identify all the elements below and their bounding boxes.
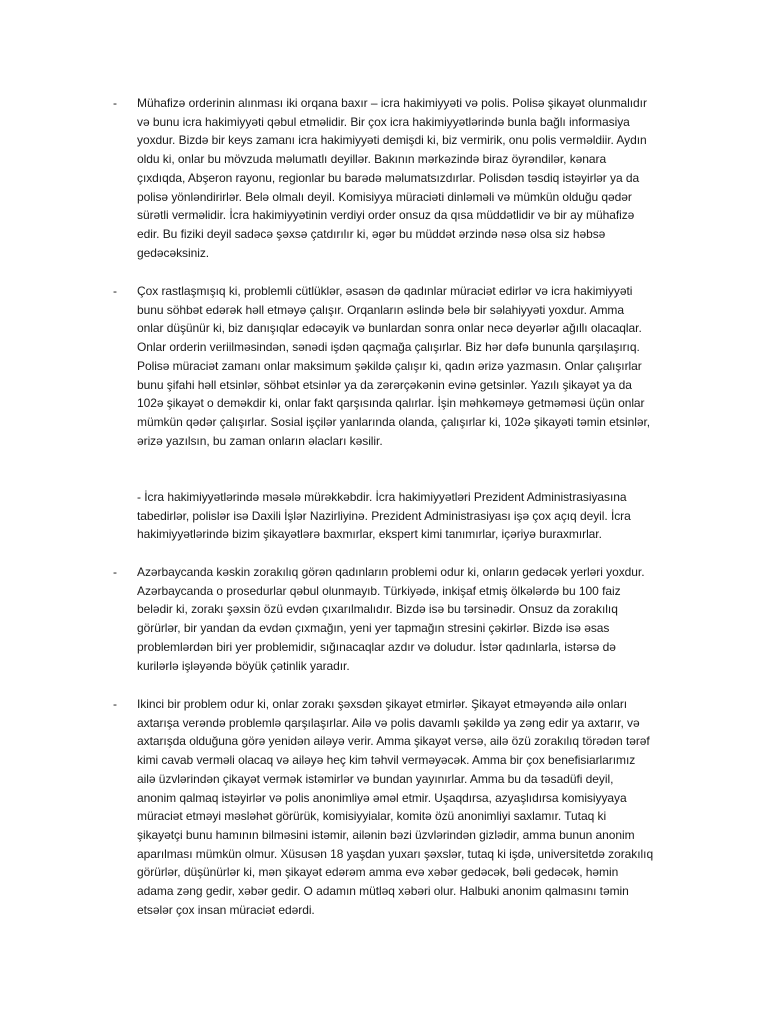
paragraph-2 <box>113 282 683 450</box>
text-line: oldu ki, onlar bu mövzuda məlumatlı deyillər. Bakının mərkəzində biraz öyrəndilər, kənara <box>137 152 607 167</box>
text-line: onlar düşünür ki, biz danışıqlar edəcəyik və bunlardan sonra onlar necə deyərlər ağıllı olacaqlar. <box>137 321 642 336</box>
text-line: 102ə şikayət o deməkdir ki, onlar fakt qarşısında qalırlar. İşin məhkəməyə getməməsi üçün onlar <box>137 396 645 411</box>
text-line: Mühafizə orderinin alınması iki orqana baxır – icra hakimiyyəti və polis. Polisə şikayət olunmalıdır <box>137 96 647 110</box>
text-line: problemlərdən biri yer problemidir, sığınacaqlar azdır və doludur. İstər qadınlarla, istərsə də <box>137 639 616 654</box>
text-line: bunu şifahi həll etsinlər, söhbət etsinlər ya da zərərçəkənin evinə getsinlər. Yazılı şikayət ya da <box>137 377 632 392</box>
text-line: - İcra hakimiyyətlərində məsələ mürəkkəbdir. İcra hakimiyyətləri Prezident Administrasiyasına <box>137 490 627 504</box>
text-line: Çox rastlaşmışıq ki, problemli cütlüklər, əsasən də qadınlar müraciət edirlər və icra hakimiyyəti <box>137 284 633 298</box>
text-line: polisə yönləndirirlər. Belə olmalı deyil. Komisiyya müraciəti dinləməli və mümkün olduğu qədər <box>137 189 632 204</box>
text-line: Ikinci bir problem odur ki, onlar zorakı şəxsdən şikayət etmirlər. Şikayət etməyəndə ailə onları <box>137 697 628 711</box>
paragraph-text <box>137 94 683 262</box>
text-line: tabedirlər, polislər isə Daxili İşlər Nazirliyinə. Prezident Administrasiyası işə çox açıq deyil. İcra <box>137 508 631 523</box>
list-bullet: - <box>113 565 117 579</box>
text-line: Onlar orderin veriilməsindən, sənədi işdən qaçmağa çalışırlar. Biz hər dəfə bununla qarşılaşırıq. <box>137 340 640 355</box>
list-bullet: - <box>113 284 117 298</box>
paragraph-text <box>137 695 683 919</box>
text-line: kurilərlə işləyəndə böyük çətinlik yaradır. <box>137 658 350 673</box>
text-line: və bunu icra hakimiyyəti qəbul etməlidir. Bir çox icra hakimiyyətlərində bunla bağlı informasiya <box>137 114 630 129</box>
text-line: müraciət etməyi məsləhət görürük, komisiyyialar, komitə özü anonimliyi saxlamır. Tutaq ki <box>137 809 607 824</box>
text-line: bunu söhbət edərək həll etməyə çalışır. Orqanların əslində belə bir səlahiyyəti yoxdur. Amma <box>137 302 625 317</box>
text-line: mümkün qədər çalışırlar. Sosial işçilər yanlarında olanda, çalışırlar ki, 102ə şikayəti təmin etsinlər, <box>137 414 651 429</box>
paragraph-3 <box>113 488 683 544</box>
text-line: Polisə müraciət zamanı onlar maksimum şəkildə çalışır ki, qadın ərizə yazmasın. Onlar çalışırlar <box>137 358 642 373</box>
text-line: hakimiyyətlərində bizim şikayətlərə baxmırlar, ekspert kimi tanımırlar, içəriyə buraxmırlar. <box>137 527 602 542</box>
text-line: ərizə yazılsın, bu zaman onların əlacları kəsilir. <box>137 433 383 448</box>
text-line: aparılması mümkün olmur. Xüsusən 18 yaşdan yuxarı şəxslər, tutaq ki işdə, universitetdə zorakılıq <box>137 846 654 861</box>
list-bullet: - <box>113 96 117 110</box>
text-line: belədir ki, zorakı şəxsin özü evdən çıxarılmalıdır. Bizdə isə bu tərsinədir. Onsuz da zorakılıq <box>137 602 618 617</box>
paragraph-text <box>137 488 683 544</box>
text-line: kimi cavab verməli olacaq və ailəyə heç kim təhvil verməyəcək. Amma bir çox benefisiarlarımız <box>137 753 636 768</box>
text-line: sürətli verməlidir. İcra hakimiyyətinin verdiyi order onsuz da qısa müddətlidir və bir ay mühafizə <box>137 208 635 223</box>
text-line: edir. Bu fiziki deyil sadəcə şəxsə çatdırılır ki, əgər bu müddət ərzində nəsə olsa siz həbsə <box>137 226 606 241</box>
text-line: yoxdur. Bizdə bir keys zamanı icra hakimiyyəti demişdi ki, biz vermirik, onu polis verməldiir. Aydın <box>137 133 647 148</box>
paragraph-4 <box>113 563 683 675</box>
paragraph-1 <box>113 94 683 262</box>
paragraph-text <box>137 282 683 450</box>
list-bullet: - <box>113 697 117 711</box>
text-line: anonim qalmaq istəyirlər və polis anonimliyə əməl etmir. Uşaqdırsa, azyaşlıdırsa komisiyyaya <box>137 790 627 805</box>
text-line: axtarışa verəndə problemlə qarşılaşırlar. Ailə və polis davamlı şəkildə ya zəng edir ya axtarır, və <box>137 715 640 730</box>
text-line: görürlər, bir yandan da evdən çıxmağın, yeni yer tapmağın stresini çəkirlər. Bizdə isə əsas <box>137 621 610 636</box>
paragraph-5 <box>113 695 683 919</box>
text-line: ailə üzvlərindən çikayət vermək istəmirlər və bundan yayınırlar. Amma bu da təsadüfi deyil, <box>137 771 614 786</box>
text-line: şikayətçi bunu hamının bilməsini istəmir, ailənin bəzi üzvlərindən gizlədir, amma bunun anonim <box>137 827 635 842</box>
text-line: Azərbaycanda o prosedurlar qəbul olunmayıb. Türkiyədə, inkişaf etmiş ölkələrdə bu 100 faiz <box>137 583 621 598</box>
text-line: axtarışda olduğuna görə yenidən ailəyə verir. Amma şikayət versə, ailə özü zorakılıq törədən tərəf <box>137 734 650 749</box>
text-line: görürlər, düşünürlər ki, mən şikayət edərəm amma evə xəbər gedəcək, bəli gedəcək, həmin <box>137 865 619 880</box>
paragraph-text <box>137 563 683 675</box>
text-line: Azərbaycanda kəskin zorakılıq görən qadınların problemi odur ki, onların gedəcək yerləri yoxdur. <box>137 565 645 579</box>
text-line: gedəcəksiniz. <box>137 245 210 260</box>
text-line: çıxdıqda, Abşeron rayonu, regionlar bu barədə məlumatsızdırlar. Polisdən təsdiq istəyirlər ya da <box>137 170 640 185</box>
text-line: etsələr çox insan müraciət edərdi. <box>137 902 315 917</box>
text-line: adama zəng gedir, xəbər gedir. O adamın mütləq xəbəri olur. Halbuki anonim qalmasını təmin <box>137 884 629 899</box>
